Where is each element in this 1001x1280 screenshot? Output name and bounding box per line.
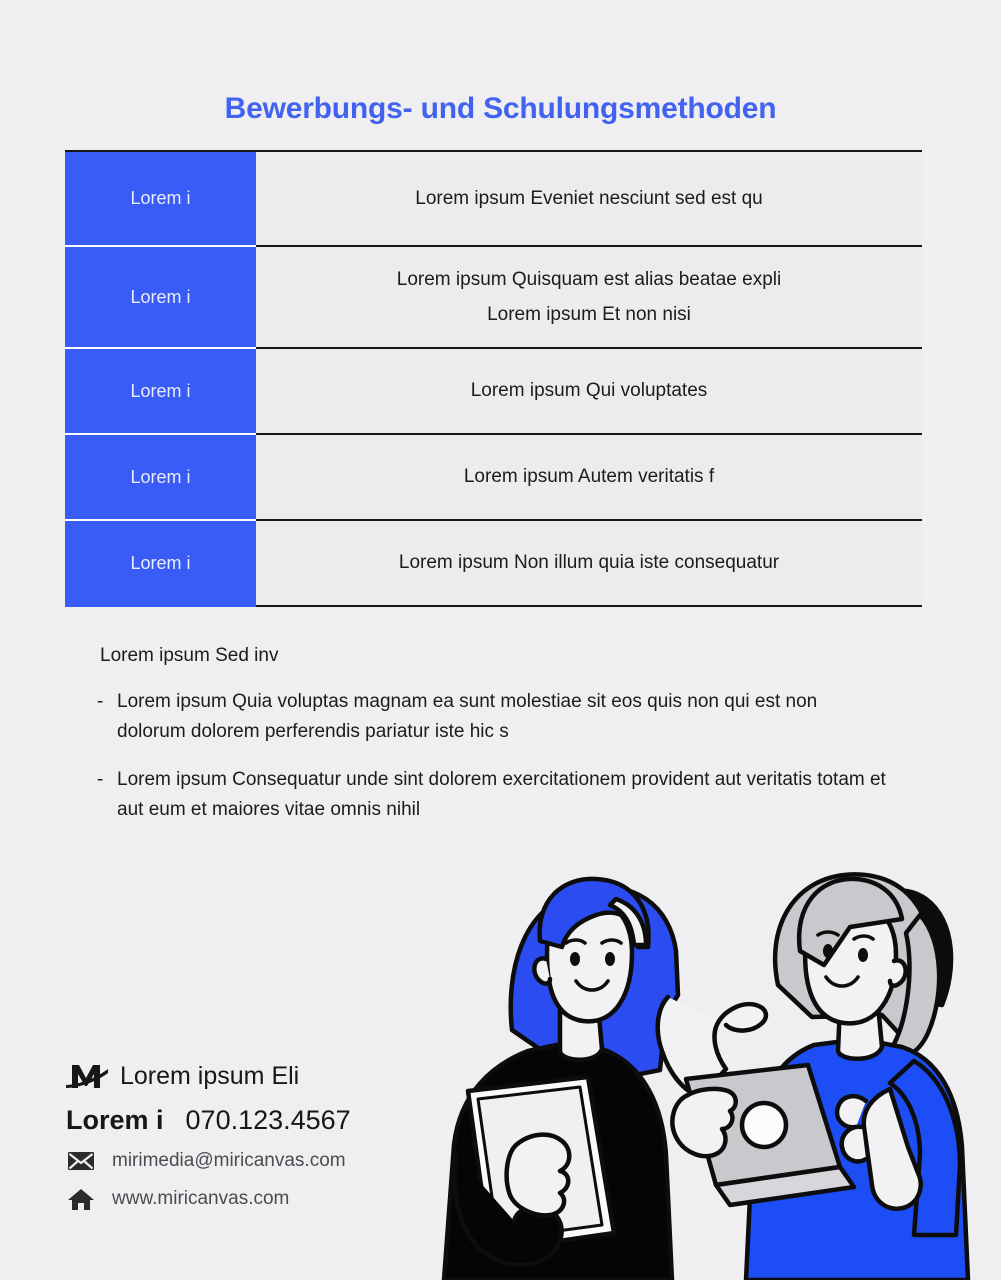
table-row-value xyxy=(256,521,922,607)
table-row-value xyxy=(256,247,922,349)
bullet-marker: - xyxy=(97,768,104,790)
table-row-value xyxy=(256,152,922,247)
table-cell-line: Lorem ipsum Qui voluptates xyxy=(470,380,708,402)
table-cell-line: Lorem ipsum Et non nisi xyxy=(487,304,691,325)
phone-number: 070.123.4567 xyxy=(185,1105,351,1135)
bullet-marker: - xyxy=(97,690,104,712)
table-cell-line: Lorem ipsum Quisquam est alias beatae expli xyxy=(396,268,782,290)
table-cell-line: Lorem ipsum Non illum quia iste consequatur xyxy=(398,552,780,574)
brand-row xyxy=(66,1055,486,1097)
phone-row xyxy=(66,1105,486,1136)
miricanvas-m-logo-icon xyxy=(66,1061,108,1091)
email-text[interactable]: mirimedia@miricanvas.com xyxy=(112,1150,346,1171)
table-row-label: Lorem i xyxy=(65,349,256,435)
table-cell-line: Lorem ipsum Autem veritatis f xyxy=(463,466,715,488)
table-row-value xyxy=(256,435,922,521)
table-row-label: Lorem i xyxy=(65,152,256,247)
intro-text: Lorem ipsum Sed inv xyxy=(100,645,279,666)
methods-table xyxy=(65,150,922,607)
home-icon xyxy=(66,1186,96,1212)
table-row xyxy=(65,521,922,607)
table-row-value xyxy=(256,349,922,435)
table-row-label: Lorem i xyxy=(65,435,256,521)
table-row xyxy=(65,349,922,435)
list-item xyxy=(97,765,887,825)
list-item xyxy=(97,687,887,747)
footer-contact-block xyxy=(66,1055,486,1212)
phone-label: Lorem i xyxy=(66,1105,164,1135)
body-text-block xyxy=(0,643,1001,825)
table-row xyxy=(65,152,922,247)
table-row xyxy=(65,435,922,521)
bullet-text: Lorem ipsum Quia voluptas magnam ea sunt molestiae sit eos quis non qui est non dolorum dolorem perferendis pariatur iste hic s xyxy=(117,690,818,742)
table-row-label: Lorem i xyxy=(65,521,256,607)
table-row xyxy=(65,247,922,349)
email-row xyxy=(66,1148,486,1174)
bullet-text: Lorem ipsum Consequatur unde sint dolorem exercitationem provident aut veritatis totam et aut eum et maiores vitae omnis nihil xyxy=(117,768,886,820)
brand-name: Lorem ipsum Eli xyxy=(120,1061,300,1090)
envelope-icon xyxy=(66,1148,96,1174)
page-title: Bewerbungs- und Schulungsmethoden xyxy=(224,92,777,125)
table-row-label: Lorem i xyxy=(65,247,256,349)
table-cell-line: Lorem ipsum Eveniet nesciunt sed est qu xyxy=(415,187,763,209)
two-women-with-devices-illustration xyxy=(420,855,980,1280)
website-text[interactable]: www.miricanvas.com xyxy=(112,1188,290,1209)
website-row xyxy=(66,1186,486,1212)
